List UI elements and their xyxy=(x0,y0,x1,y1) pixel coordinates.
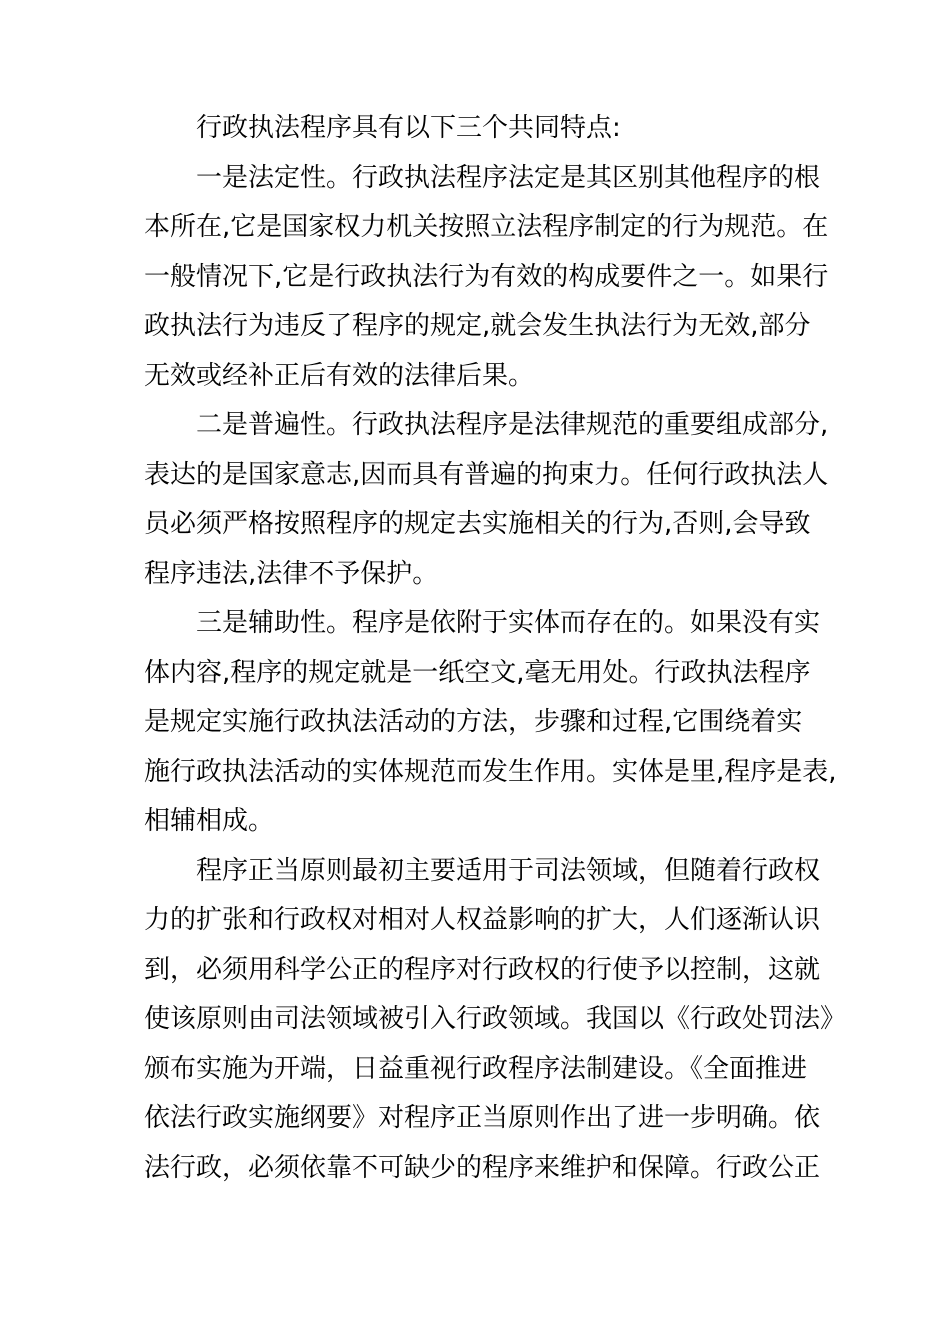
text-line: 一是法定性。行政执法程序法定是其区别其他程序的根 xyxy=(196,162,821,193)
paragraph-auxiliary xyxy=(144,599,837,847)
paragraph-intro xyxy=(144,104,810,154)
text-line: 本所在,它是国家权力机关按照立法程序制定的行为规范。在 xyxy=(144,212,829,242)
text-line: 力的扩张和行政权对相对人权益影响的扩大，人们逐渐认识 xyxy=(144,905,821,935)
text-line: 依法行政实施纲要》对程序正当原则作出了进一步明确。依 xyxy=(144,1103,821,1133)
text-line: 使该原则由司法领域被引入行政领域。我国以《行政处罚法》 xyxy=(144,1004,847,1034)
text-line: 二是普遍性。行政执法程序是法律规范的重要组成部分, xyxy=(196,410,829,440)
text-line: 三是辅助性。程序是依附于实体而存在的。如果没有实 xyxy=(196,608,821,638)
paragraph-universality xyxy=(144,401,829,599)
paragraph-legality xyxy=(144,154,829,402)
text-line: 政执法行为违反了程序的规定,就会发生执法行为无效,部分 xyxy=(144,311,811,341)
text-line: 行政执法程序具有以下三个共同特点: xyxy=(196,113,621,143)
text-line: 程序违法,法律不予保护。 xyxy=(144,558,439,589)
text-line: 相辅相成。 xyxy=(144,806,275,836)
text-line: 施行政执法活动的实体规范而发生作用。实体是里,程序是表, xyxy=(144,756,837,787)
text-line: 体内容,程序的规定就是一纸空文,毫无用处。行政执法程序 xyxy=(144,657,811,688)
text-line: 表达的是国家意志,因而具有普遍的拘束力。任何行政执法人 xyxy=(144,459,829,490)
text-line: 是规定实施行政执法活动的方法，步骤和过程,它围绕着实 xyxy=(144,707,803,737)
text-line: 员必须严格按照程序的规定去实施相关的行为,否则,会导致 xyxy=(144,509,811,539)
document-body xyxy=(144,104,847,1193)
paragraph-due-process xyxy=(144,847,847,1194)
text-line: 颁布实施为开端，日益重视行政程序法制建设。《全面推进 xyxy=(144,1053,808,1084)
text-line: 无效或经补正后有效的法律后果。 xyxy=(144,360,535,391)
text-line: 法行政，必须依靠不可缺少的程序来维护和保障。行政公正 xyxy=(144,1152,821,1183)
text-line: 程序正当原则最初主要适用于司法领域，但随着行政权 xyxy=(196,855,821,886)
text-line: 到，必须用科学公正的程序对行政权的行使予以控制，这就 xyxy=(144,954,821,985)
text-line: 一般情况下,它是行政执法行为有效的构成要件之一。如果行 xyxy=(144,261,829,292)
